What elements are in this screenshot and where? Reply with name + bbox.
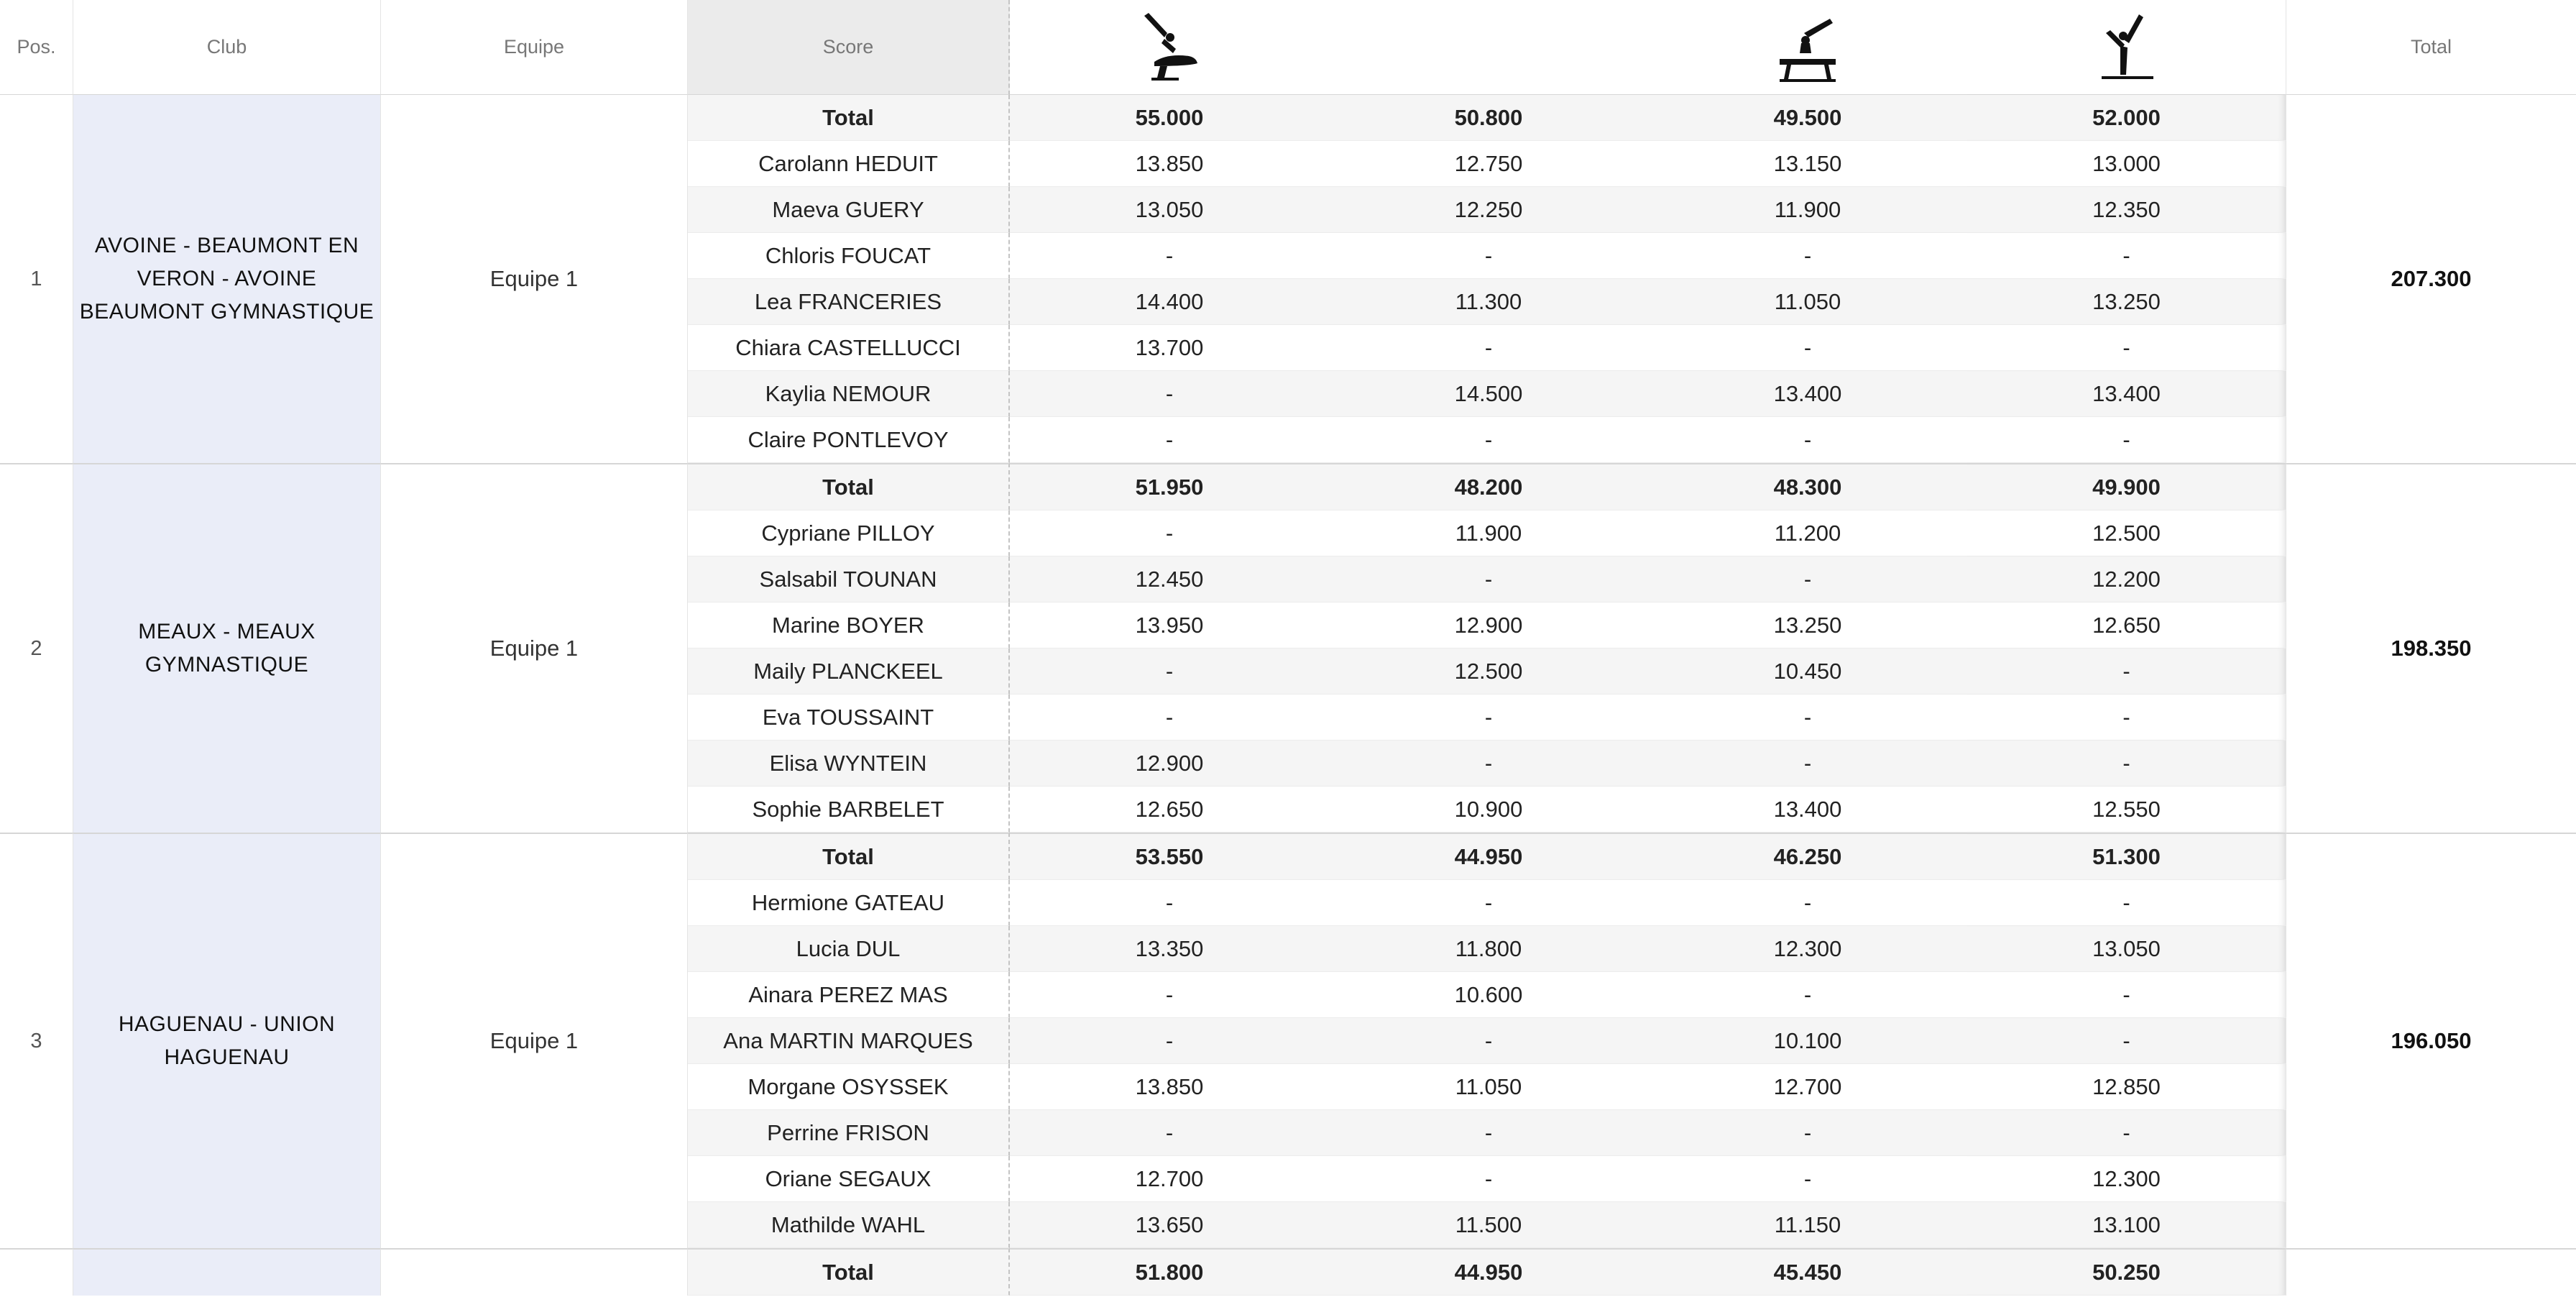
vault-score: 13.850 xyxy=(1010,141,1329,187)
team-total-row xyxy=(0,463,2576,510)
floor-score: 12.550 xyxy=(1967,787,2286,833)
vault-score: - xyxy=(1010,371,1329,417)
beam-score: 13.400 xyxy=(1648,371,1967,417)
floor-score: - xyxy=(1967,880,2286,926)
beam-score: 11.200 xyxy=(1648,510,1967,556)
gymnast-name: Sophie BARBELET xyxy=(688,787,1010,833)
gymnast-name: Ainara PEREZ MAS xyxy=(688,972,1010,1018)
bars-score: - xyxy=(1329,1018,1648,1064)
gymnast-name: Kaylia NEMOUR xyxy=(688,371,1010,417)
team-total-label: Total xyxy=(688,95,1010,141)
club-name: HAGUENAU - UNION HAGUENAU xyxy=(73,833,381,1248)
bars-score: 11.050 xyxy=(1329,1064,1648,1110)
vault-score: 53.550 xyxy=(1010,833,1329,880)
bars-score: - xyxy=(1329,233,1648,279)
floor-score: 12.500 xyxy=(1967,510,2286,556)
floor-score: - xyxy=(1967,972,2286,1018)
bars-score: 11.300 xyxy=(1329,279,1648,325)
header-pos[interactable]: Pos. xyxy=(0,0,73,95)
floor-score: - xyxy=(1967,695,2286,741)
team-total-label: Total xyxy=(688,833,1010,880)
beam-score: 11.050 xyxy=(1648,279,1967,325)
floor-score: 12.650 xyxy=(1967,602,2286,648)
vault-score: 12.900 xyxy=(1010,741,1329,787)
vault-score: 55.000 xyxy=(1010,95,1329,141)
gymnast-name: Claire PONTLEVOY xyxy=(688,417,1010,463)
beam-score: 13.150 xyxy=(1648,141,1967,187)
team-total-label: Total xyxy=(688,1248,1010,1296)
team-position xyxy=(0,1248,73,1296)
bars-score: 48.200 xyxy=(1329,463,1648,510)
vault-score: 12.700 xyxy=(1010,1156,1329,1202)
table-header-row xyxy=(0,0,2576,95)
team-total-row xyxy=(0,95,2576,141)
header-score[interactable]: Score xyxy=(688,0,1010,95)
gymnast-name: Ana MARTIN MARQUES xyxy=(688,1018,1010,1064)
gymnast-name: Maeva GUERY xyxy=(688,187,1010,233)
beam-score: - xyxy=(1648,1156,1967,1202)
team-grand-total xyxy=(2286,1248,2576,1296)
floor-score: 12.850 xyxy=(1967,1064,2286,1110)
team-grand-total: 207.300 xyxy=(2286,95,2576,463)
floor-score: 12.350 xyxy=(1967,187,2286,233)
beam-score: 11.150 xyxy=(1648,1202,1967,1248)
floor-score: 52.000 xyxy=(1967,95,2286,141)
club-name: MEAUX - MEAUX GYMNASTIQUE xyxy=(73,463,381,833)
vault-score: - xyxy=(1010,1110,1329,1156)
uneven-bars-icon xyxy=(1458,12,1519,83)
gymnast-name: Salsabil TOUNAN xyxy=(688,556,1010,602)
vault-score: - xyxy=(1010,972,1329,1018)
bars-score: - xyxy=(1329,556,1648,602)
team-grand-total: 198.350 xyxy=(2286,463,2576,833)
club-name xyxy=(73,1248,381,1296)
bars-score: 44.950 xyxy=(1329,1248,1648,1296)
bars-score: 11.500 xyxy=(1329,1202,1648,1248)
vault-score: - xyxy=(1010,233,1329,279)
floor-score: 50.250 xyxy=(1967,1248,2286,1296)
gymnast-name: Chiara CASTELLUCCI xyxy=(688,325,1010,371)
beam-score: 12.300 xyxy=(1648,926,1967,972)
vault-score: 12.650 xyxy=(1010,787,1329,833)
bars-score: - xyxy=(1329,741,1648,787)
beam-score: 46.250 xyxy=(1648,833,1967,880)
team-name: Equipe 1 xyxy=(381,833,688,1248)
team-position: 2 xyxy=(0,463,73,833)
bars-score: - xyxy=(1329,417,1648,463)
vault-icon xyxy=(1138,12,1200,83)
beam-score: 45.450 xyxy=(1648,1248,1967,1296)
bars-score: - xyxy=(1329,325,1648,371)
gymnast-name: Lucia DUL xyxy=(688,926,1010,972)
beam-score: 13.400 xyxy=(1648,787,1967,833)
gymnast-name: Perrine FRISON xyxy=(688,1110,1010,1156)
bars-score: - xyxy=(1329,1156,1648,1202)
floor-score: - xyxy=(1967,1018,2286,1064)
gymnast-name: Maily PLANCKEEL xyxy=(688,648,1010,695)
vault-score: 13.950 xyxy=(1010,602,1329,648)
vault-score: - xyxy=(1010,648,1329,695)
vault-score: - xyxy=(1010,1018,1329,1064)
header-uneven-bars[interactable] xyxy=(1329,0,1648,95)
team-total-row xyxy=(0,833,2576,880)
beam-score: 10.450 xyxy=(1648,648,1967,695)
beam-score: - xyxy=(1648,972,1967,1018)
floor-score: 51.300 xyxy=(1967,833,2286,880)
bars-score: 14.500 xyxy=(1329,371,1648,417)
gymnast-name: Elisa WYNTEIN xyxy=(688,741,1010,787)
bars-score: 11.900 xyxy=(1329,510,1648,556)
vault-score: - xyxy=(1010,510,1329,556)
floor-score: 13.250 xyxy=(1967,279,2286,325)
bars-score: 12.900 xyxy=(1329,602,1648,648)
vault-score: 12.450 xyxy=(1010,556,1329,602)
vault-score: 51.800 xyxy=(1010,1248,1329,1296)
vault-score: 14.400 xyxy=(1010,279,1329,325)
floor-score: 12.200 xyxy=(1967,556,2286,602)
header-total[interactable]: Total xyxy=(2286,0,2576,95)
bars-score: 10.600 xyxy=(1329,972,1648,1018)
header-equipe[interactable]: Equipe xyxy=(381,0,688,95)
gymnast-name: Chloris FOUCAT xyxy=(688,233,1010,279)
beam-score: 11.900 xyxy=(1648,187,1967,233)
team-grand-total: 196.050 xyxy=(2286,833,2576,1248)
floor-score: - xyxy=(1967,233,2286,279)
bars-score: - xyxy=(1329,880,1648,926)
floor-score: 13.050 xyxy=(1967,926,2286,972)
header-vault[interactable] xyxy=(1010,0,1329,95)
team-total-row xyxy=(0,1248,2576,1296)
vault-score: 13.350 xyxy=(1010,926,1329,972)
beam-score: - xyxy=(1648,325,1967,371)
beam-score: - xyxy=(1648,1110,1967,1156)
bars-score: - xyxy=(1329,1110,1648,1156)
beam-score: - xyxy=(1648,880,1967,926)
balance-beam-icon xyxy=(1777,12,1839,83)
header-floor-exercise[interactable] xyxy=(1967,0,2286,95)
ranking-body xyxy=(0,95,2576,1296)
team-name: Equipe 1 xyxy=(381,95,688,463)
beam-score: - xyxy=(1648,741,1967,787)
floor-score: 12.300 xyxy=(1967,1156,2286,1202)
header-balance-beam[interactable] xyxy=(1648,0,1967,95)
bars-score: 12.750 xyxy=(1329,141,1648,187)
gymnast-name: Carolann HEDUIT xyxy=(688,141,1010,187)
gymnast-name: Hermione GATEAU xyxy=(688,880,1010,926)
team-name: Equipe 1 xyxy=(381,463,688,833)
beam-score: 13.250 xyxy=(1648,602,1967,648)
bars-score: 11.800 xyxy=(1329,926,1648,972)
gymnast-name: Marine BOYER xyxy=(688,602,1010,648)
floor-score: - xyxy=(1967,648,2286,695)
team-position: 3 xyxy=(0,833,73,1248)
bars-score: 50.800 xyxy=(1329,95,1648,141)
bars-score: 44.950 xyxy=(1329,833,1648,880)
floor-score: - xyxy=(1967,741,2286,787)
team-total-label: Total xyxy=(688,463,1010,510)
team-name xyxy=(381,1248,688,1296)
club-name: AVOINE - BEAUMONT EN VERON - AVOINE BEAUMONT GYMNASTIQUE xyxy=(73,95,381,463)
beam-score: 48.300 xyxy=(1648,463,1967,510)
beam-score: - xyxy=(1648,233,1967,279)
vault-score: - xyxy=(1010,880,1329,926)
vault-score: 13.700 xyxy=(1010,325,1329,371)
gymnast-name: Cypriane PILLOY xyxy=(688,510,1010,556)
vault-score: 13.050 xyxy=(1010,187,1329,233)
vault-score: 13.650 xyxy=(1010,1202,1329,1248)
vault-score: - xyxy=(1010,417,1329,463)
floor-score: 13.400 xyxy=(1967,371,2286,417)
gymnast-name: Oriane SEGAUX xyxy=(688,1156,1010,1202)
gymnast-name: Eva TOUSSAINT xyxy=(688,695,1010,741)
vault-score: 13.850 xyxy=(1010,1064,1329,1110)
beam-score: 12.700 xyxy=(1648,1064,1967,1110)
floor-score: 13.100 xyxy=(1967,1202,2286,1248)
vault-score: 51.950 xyxy=(1010,463,1329,510)
beam-score: - xyxy=(1648,417,1967,463)
beam-score: - xyxy=(1648,556,1967,602)
bars-score: 10.900 xyxy=(1329,787,1648,833)
floor-exercise-icon xyxy=(2096,12,2158,83)
floor-score: 49.900 xyxy=(1967,463,2286,510)
beam-score: - xyxy=(1648,695,1967,741)
team-position: 1 xyxy=(0,95,73,463)
gymnast-name: Lea FRANCERIES xyxy=(688,279,1010,325)
vault-score: - xyxy=(1010,695,1329,741)
beam-score: 49.500 xyxy=(1648,95,1967,141)
gymnast-name: Mathilde WAHL xyxy=(688,1202,1010,1248)
bars-score: - xyxy=(1329,695,1648,741)
bars-score: 12.250 xyxy=(1329,187,1648,233)
beam-score: 10.100 xyxy=(1648,1018,1967,1064)
bars-score: 12.500 xyxy=(1329,648,1648,695)
floor-score: - xyxy=(1967,1110,2286,1156)
gymnast-name: Morgane OSYSSEK xyxy=(688,1064,1010,1110)
floor-score: 13.000 xyxy=(1967,141,2286,187)
floor-score: - xyxy=(1967,325,2286,371)
floor-score: - xyxy=(1967,417,2286,463)
header-club[interactable]: Club xyxy=(73,0,381,95)
